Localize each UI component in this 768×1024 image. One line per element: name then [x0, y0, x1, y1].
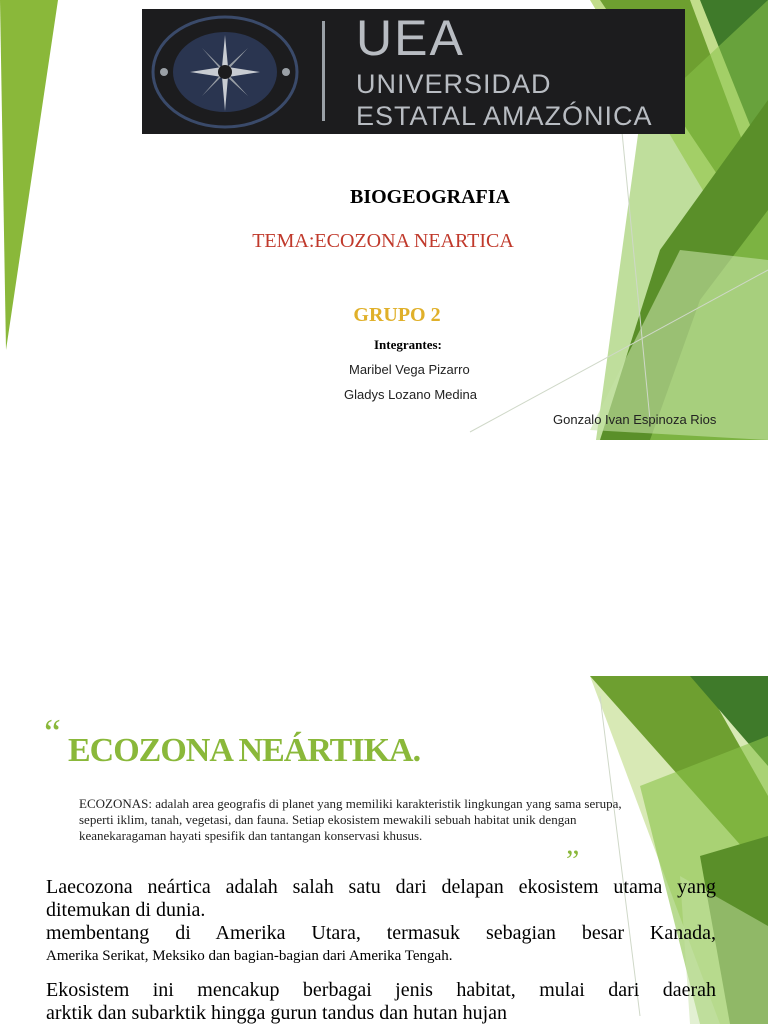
logo-divider	[322, 21, 325, 121]
topic-title: TEMA:ECOZONA NEARTICA	[252, 230, 514, 252]
definition-quote: ECOZONAS: adalah area geografis di planet yang memiliki karakteristik lingkungan yang sama serupa, seperti iklim, tanah, vegetasi, dan fauna. Setiap ekosistem mewakili sebuah habitat unik dengan keanekaragaman hayati spesifik dan tantangan konservasi khusus.	[79, 796, 622, 843]
body-text	[46, 876, 716, 1024]
member-name: Maribel Vega Pizarro	[349, 362, 470, 377]
logo-name-line2: ESTATAL AMAZÓNICA	[356, 101, 653, 131]
body-line: Laecozona neártica adalah salah satu dari delapan ekosistem utama yang	[46, 876, 716, 898]
member-name: Gonzalo Ivan Espinoza Rios	[553, 412, 717, 427]
close-quote-mark: ”	[566, 844, 580, 877]
body-line: ditemukan di dunia.	[46, 899, 206, 921]
subject-title: BIOGEOGRAFIA	[349, 186, 511, 208]
university-logo-banner	[142, 9, 685, 134]
body-line: Amerika Serikat, Meksiko dan bagian-bagian dari Amerika Tengah.	[46, 948, 453, 964]
open-quote-mark: “	[44, 712, 61, 754]
group-title: GRUPO 2	[353, 304, 441, 326]
logo-name-line1: UNIVERSIDAD	[356, 69, 552, 99]
logo-acronym: UEA	[356, 10, 465, 66]
members-label: Integrantes:	[374, 337, 442, 352]
body-line: Ekosistem ini mencakup berbagai jenis habitat, mulai dari daerah	[46, 979, 716, 1001]
slide-title: ECOZONA NEÁRTIKA.	[68, 732, 421, 769]
body-line: membentang di Amerika Utara, termasuk sebagian besar Kanada,	[46, 922, 716, 944]
page-gap	[0, 440, 768, 676]
member-name: Gladys Lozano Medina	[344, 387, 477, 402]
university-seal-icon	[150, 15, 300, 129]
content-slide	[0, 676, 768, 1024]
title-slide	[0, 0, 768, 440]
body-line: arktik dan subarktik hingga gurun tandus dan hutan hujan	[46, 1002, 508, 1024]
